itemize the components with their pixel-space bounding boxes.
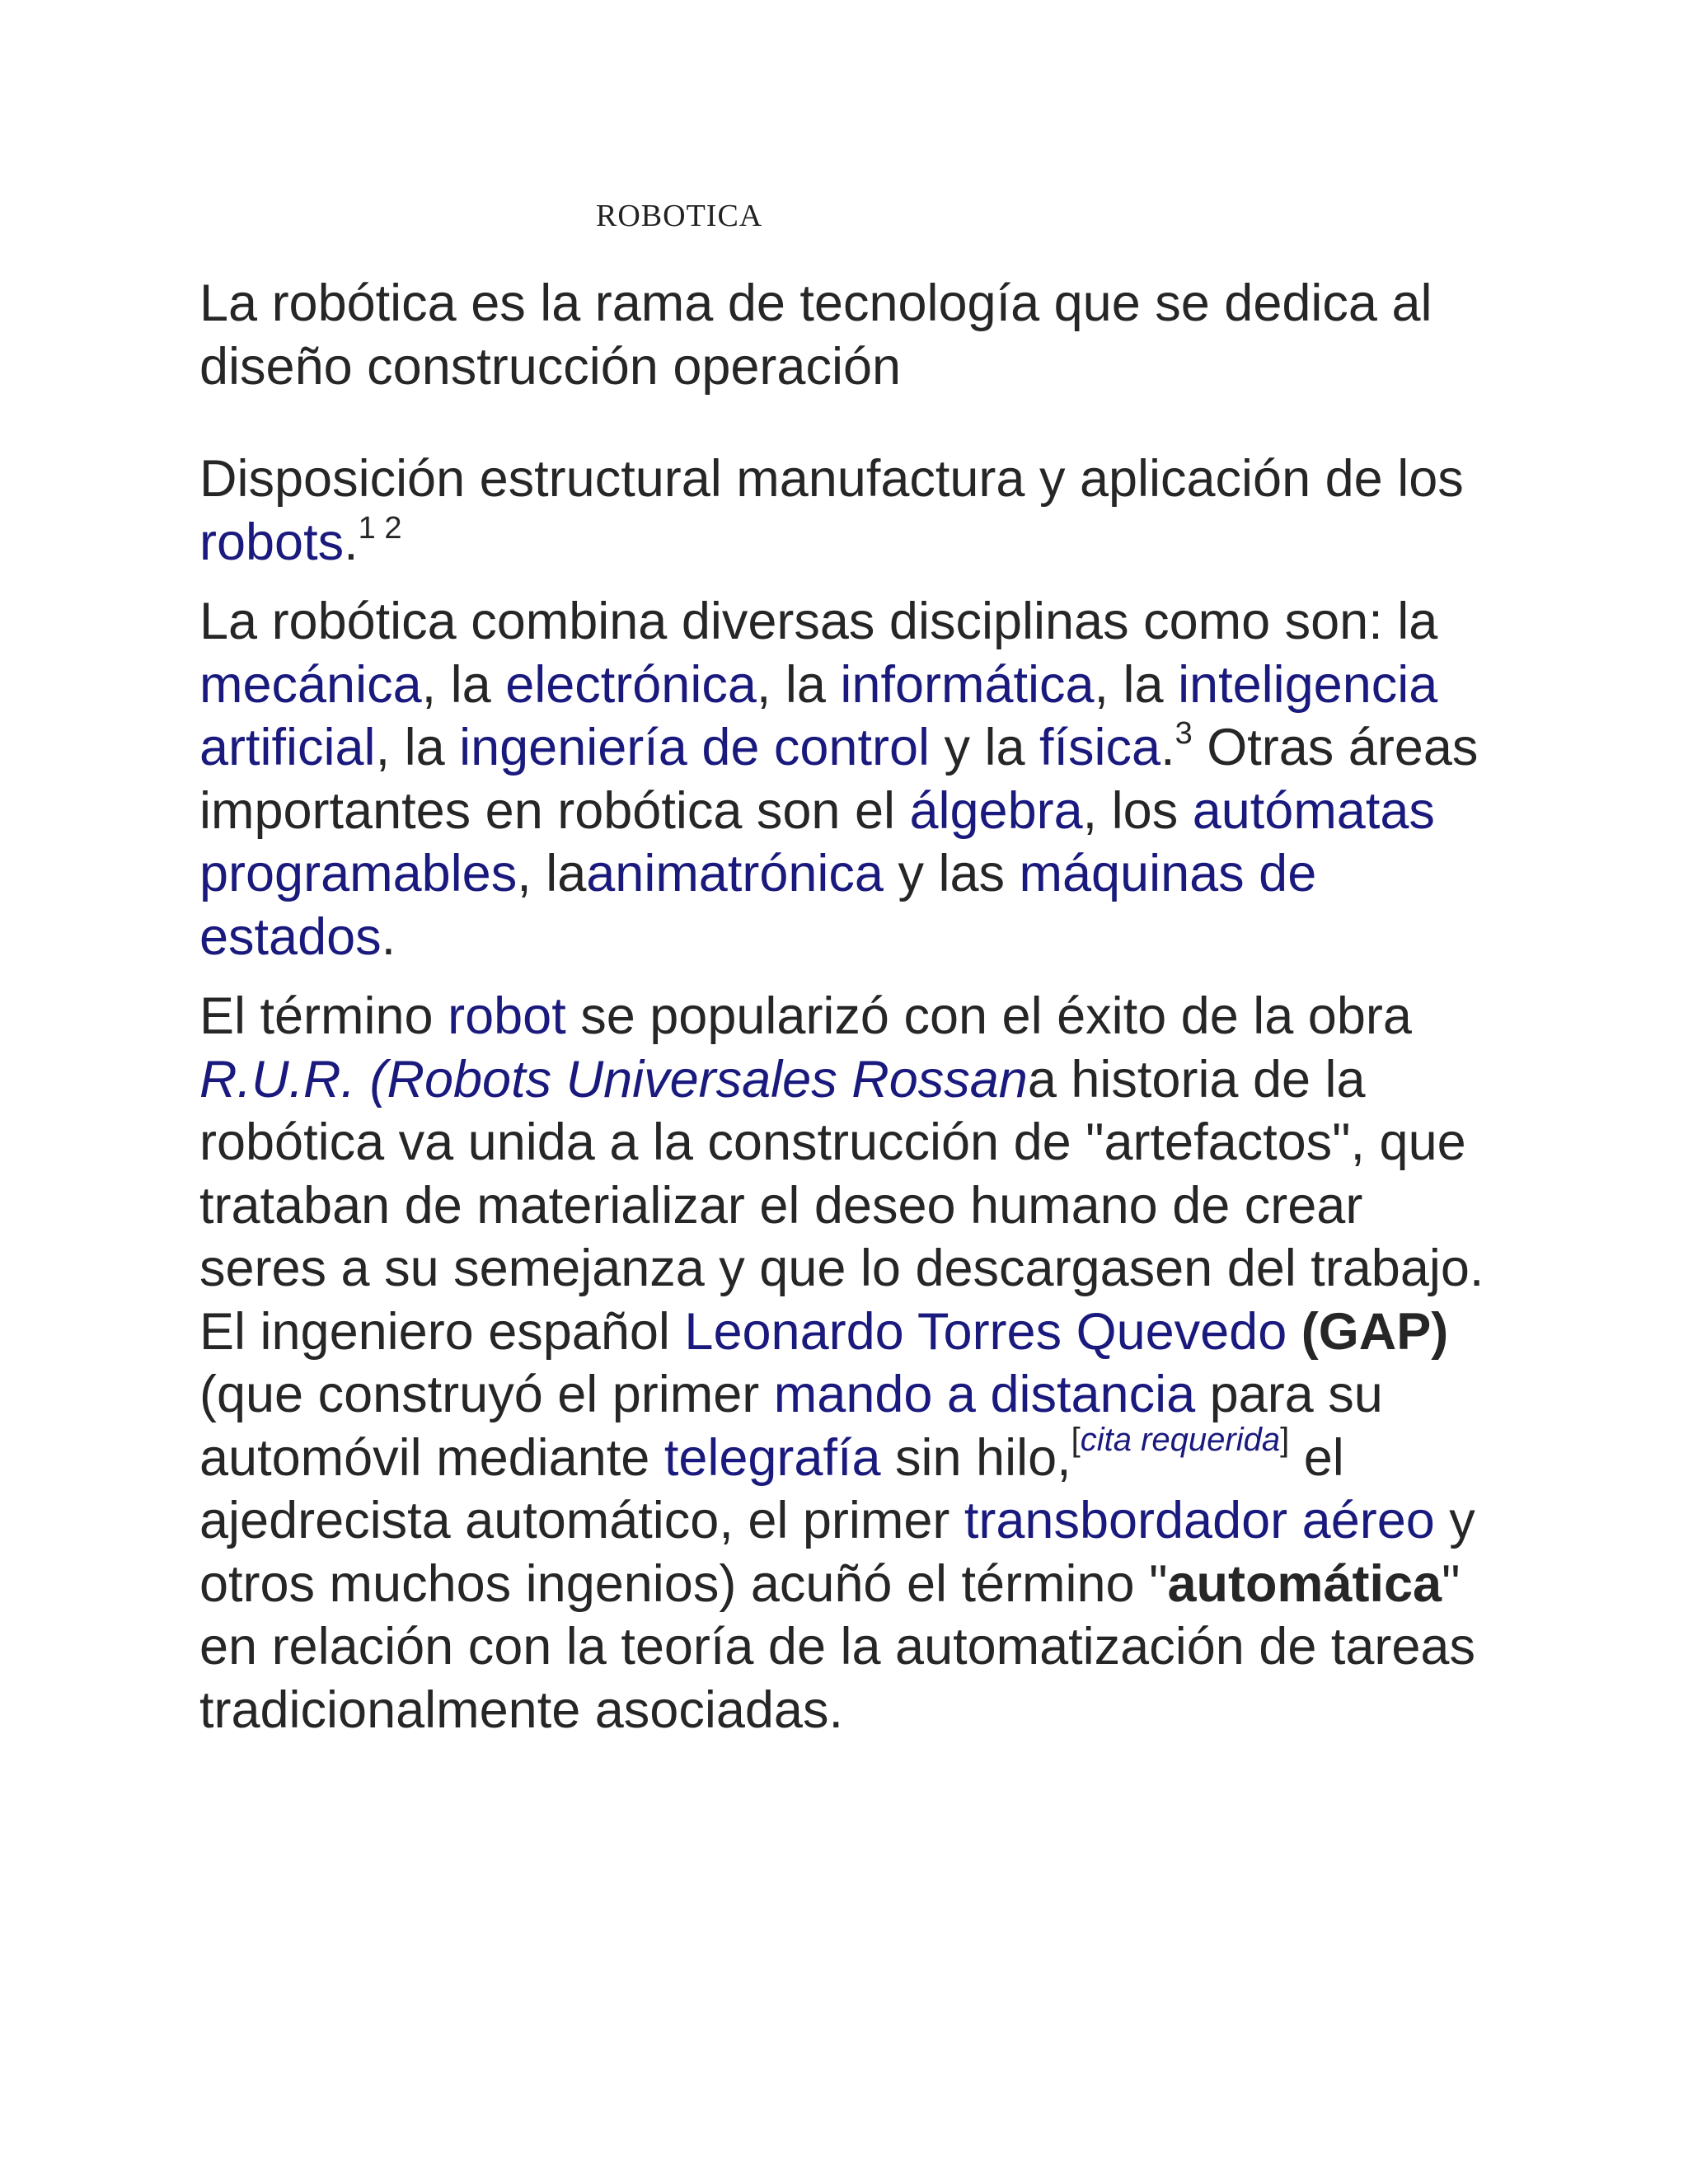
- citation-bracket-close: ]: [1280, 1421, 1290, 1458]
- link-mecanica[interactable]: mecánica: [199, 655, 422, 714]
- text-run: y otros muchos ingenios) acuñó el término ": [199, 1492, 1475, 1613]
- link-telegrafia[interactable]: telegrafía: [663, 1428, 881, 1487]
- link-automatas-programables[interactable]: autómatas programables: [199, 781, 1435, 902]
- link-robots[interactable]: robots: [199, 513, 345, 571]
- text-run: , los: [1082, 781, 1193, 840]
- link-maquinas-de-estados[interactable]: máquinas de estados: [199, 845, 1317, 966]
- paragraph-definition: [199, 272, 1502, 398]
- link-fisica[interactable]: física: [1039, 719, 1161, 776]
- text-run: , la: [1094, 655, 1179, 714]
- citation-bracket-open: [: [1071, 1421, 1081, 1458]
- reference-footnote[interactable]: 3: [1175, 716, 1193, 751]
- text-run: para su automóvil mediante: [199, 1366, 1383, 1487]
- link-ingenieria-de-control[interactable]: ingeniería de control: [459, 719, 930, 776]
- text-run: (que construyó el primer: [199, 1366, 774, 1423]
- text-run: El término: [199, 987, 448, 1045]
- bold-automatica: automática: [1167, 1554, 1442, 1613]
- text-run: se popularizó con el éxito de la obra: [565, 987, 1412, 1045]
- link-algebra[interactable]: álgebra: [909, 781, 1083, 840]
- link-mando-a-distancia[interactable]: mando a distancia: [773, 1366, 1196, 1423]
- text-run: " en relación con la teoría de la automatización de tareas tradicionalmente asociadas.: [199, 1554, 1475, 1739]
- text-run: La robótica es la rama de tecnología que se dedica al diseño construcción operación: [199, 274, 1432, 396]
- text-run: , la: [375, 719, 460, 776]
- citation-needed: [1071, 1422, 1290, 1458]
- link-transbordador-aereo[interactable]: transbordador aéreo: [964, 1492, 1435, 1549]
- link-inteligencia-artificial[interactable]: inteligencia artificial: [199, 655, 1438, 776]
- link-informatica[interactable]: informática: [840, 655, 1095, 714]
- link-animatronica[interactable]: animatrónica: [586, 845, 884, 902]
- text-run: , la: [756, 655, 841, 714]
- reference-footnotes[interactable]: 1 2: [358, 510, 402, 546]
- text-run: .: [381, 907, 396, 966]
- text-run: , la: [517, 845, 587, 902]
- link-electronica[interactable]: electrónica: [505, 655, 757, 714]
- text-run: Otras áreas importantes en robótica son el: [199, 719, 1479, 840]
- document-title: ROBOTICA: [596, 199, 763, 233]
- text-run: el ajedrecista automático, el primer: [199, 1428, 1344, 1549]
- text-run: sin hilo,: [880, 1428, 1071, 1487]
- text-run: .: [344, 513, 359, 571]
- bold-gap: (GAP): [1301, 1302, 1449, 1361]
- link-robot[interactable]: robot: [448, 987, 566, 1045]
- text-run: y las: [883, 845, 1020, 902]
- link-cita-requerida[interactable]: cita requerida: [1080, 1421, 1281, 1458]
- link-rur[interactable]: R.U.R. (Robots Universales Rossan: [199, 1050, 1028, 1108]
- paragraph-disposition: [199, 448, 1502, 574]
- paragraph-history: [199, 985, 1502, 1741]
- text-run: [1287, 1303, 1301, 1361]
- text-run: .: [1160, 719, 1175, 776]
- text-run: Disposición estructural manufactura y aplicación de los: [199, 450, 1464, 508]
- text-run: , la: [421, 655, 506, 714]
- paragraph-disciplines: [199, 590, 1502, 968]
- text-run: La robótica combina diversas disciplinas como son: la: [199, 593, 1438, 650]
- text-run: a historia de la robótica va unida a la construcción de "artefactos", que trataban de materializar el deseo humano de crear seres a su semejanza y que lo descargasen del trabajo. El ingeniero español: [199, 1050, 1484, 1361]
- text-run: y la: [930, 719, 1040, 776]
- link-leonardo-torres-quevedo[interactable]: Leonardo Torres Quevedo: [684, 1302, 1287, 1361]
